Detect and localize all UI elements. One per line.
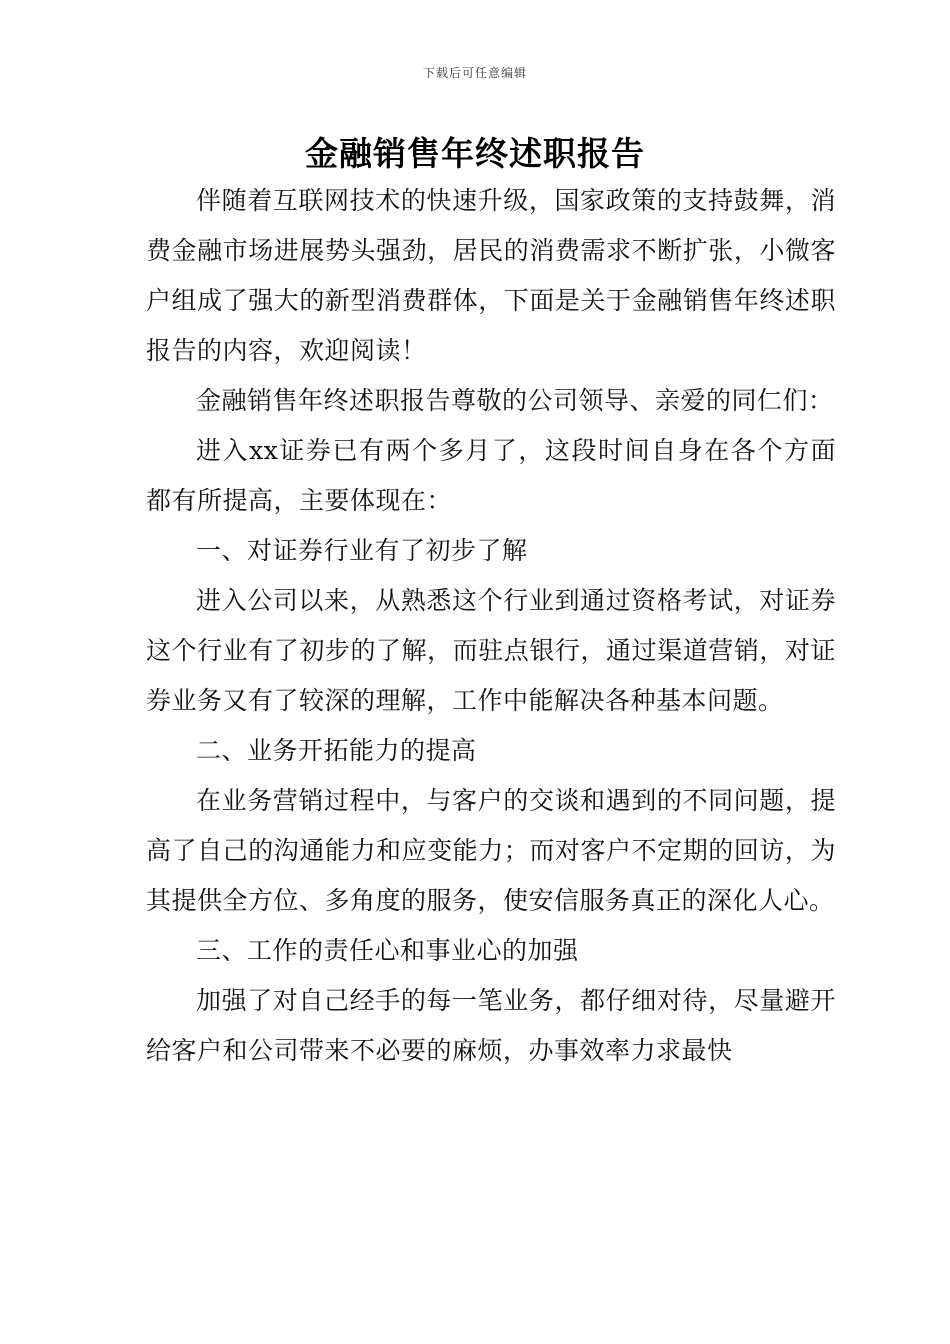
paragraph-section-2: 在业务营销过程中，与客户的交谈和遇到的不同问题，提高了自己的沟通能力和应变能力；而对客户不定期的回访，为其提供全方位、多角度的服务，使安信服务真正的深化人心。 [146, 786, 836, 915]
document-body [146, 176, 836, 1076]
paragraph-overview: 进入xx证券已有两个多月了，这段时间自身在各个方面都有所提高，主要体现在： [146, 436, 836, 515]
document-title: 金融销售年终述职报告 [305, 134, 645, 173]
paragraph-salutation: 金融销售年终述职报告尊敬的公司领导、亲爱的同仁们： [196, 386, 834, 415]
section-heading-2: 二、业务开拓能力的提高 [196, 736, 477, 765]
paragraph-intro: 伴随着互联网技术的快速升级，国家政策的支持鼓舞，消费金融市场进展势头强劲，居民的消费需求不断扩张，小微客户组成了强大的新型消费群体，下面是关于金融销售年终述职报告的内容，欢迎阅读！ [146, 186, 836, 365]
paragraph-section-1: 进入公司以来，从熟悉这个行业到通过资格考试，对证券这个行业有了初步的了解，而驻点银行，通过渠道营销，对证券业务又有了较深的理解，工作中能解决各种基本问题。 [146, 586, 836, 715]
section-heading-1: 一、对证券行业有了初步了解 [196, 536, 528, 565]
paragraph-section-3: 加强了对自己经手的每一笔业务，都仔细对待，尽量避开给客户和公司带来不必要的麻烦，办事效率力求最快 [146, 986, 836, 1065]
section-heading-3: 三、工作的责任心和事业心的加强 [196, 936, 579, 965]
header-note: 下载后可任意编辑 [422, 66, 527, 80]
